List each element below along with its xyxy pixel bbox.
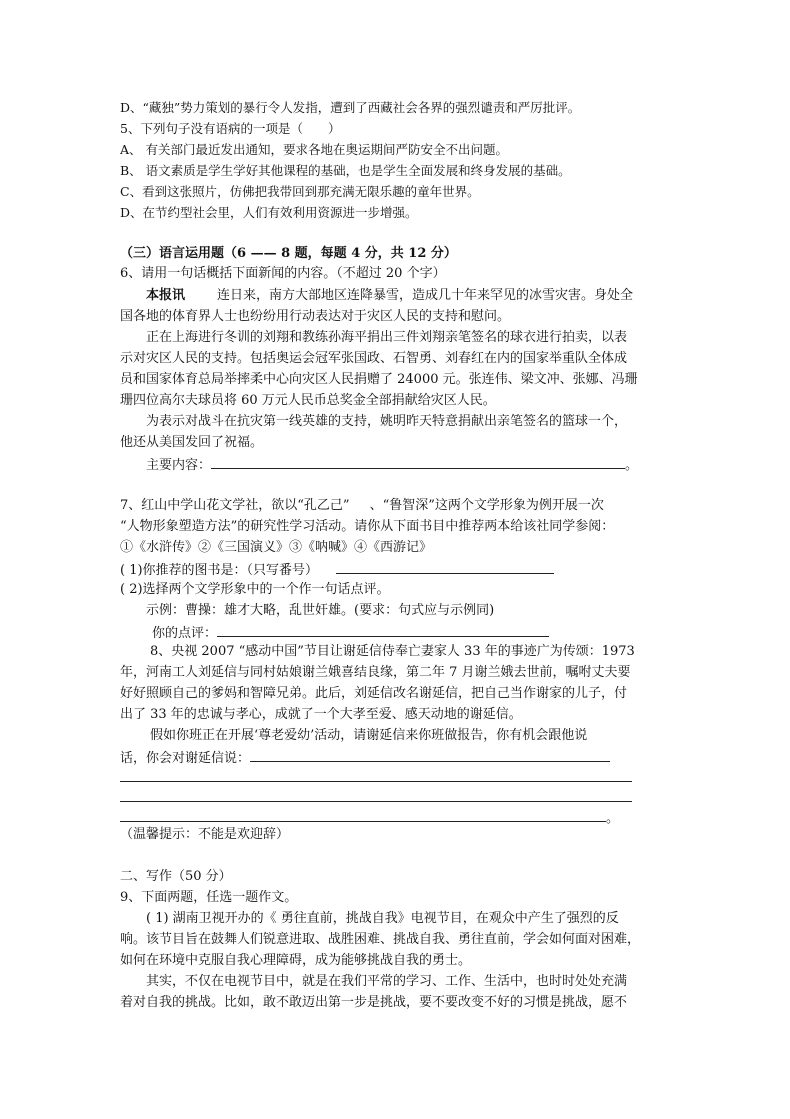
writing-para1-line3: 如何在环境中克服自我心理障碍，成为能够挑战自我的勇士。 xyxy=(120,953,472,968)
q6-answer-blank[interactable] xyxy=(211,454,625,469)
q6-para3-line2: 他还从美国发回了祝福。 xyxy=(120,435,264,450)
writing-para1-line2: 响。该节目旨在鼓舞人们锐意进取、战胜困难、挑战自我、勇往直前，学会如何面对困难， xyxy=(120,932,641,947)
q8-answer-blank-2[interactable] xyxy=(120,781,632,782)
q8-answer-blank-3[interactable] xyxy=(120,801,632,802)
q7-sub1 xyxy=(120,559,554,581)
q7-books: ①《水浒传》②《三国演义》③《呐喊》④《西游记》 xyxy=(120,540,433,555)
q6-answer-label: 主要内容： xyxy=(146,458,212,473)
q8-tip: （温馨提示：不能是欢迎辞） xyxy=(120,827,290,842)
q5-option-b: B、 语文素质是学生学好其他课程的基础，也是学生全面发展和终身发展的基础。 xyxy=(120,163,571,178)
q5-option-c: C、看到这张照片，仿佛把我带回到那充满无限乐趣的童年世界。 xyxy=(120,184,480,199)
q6-p1a: 连日来，南方大部地区连降暴雪，造成几十年来罕见的冰雪灾害。身处全 xyxy=(217,288,634,303)
q6-para1-line2: 国各地的体育界人士也纷纷用行动表达对于灾区人民的支持和慰问。 xyxy=(120,309,511,324)
q5-option-a: A、 有关部门最近发出通知，要求各地在奥运期间严防安全不出问题。 xyxy=(120,142,509,157)
q7-example: 示例：曹操：雄才大略，乱世奸雄。(要求：句式应与示例同) xyxy=(146,603,495,618)
writing-para2-line2: 着对自我的挑战。比如，敢不敢迈出第一步是挑战，要不要改变不好的习惯是挑战，愿不 xyxy=(120,995,628,1010)
q8-answer-blank-1[interactable] xyxy=(250,747,610,762)
writing-para2-line1: 其实，不仅在电视节目中，就是在我们平常的学习、工作、生活中，也时时处处充满 xyxy=(146,974,628,989)
q6-para2-line4: 珊四位高尔夫球员将 60 万元人民币总奖金全部捐献给灾区人民。 xyxy=(120,393,496,408)
q7-line1 xyxy=(120,496,604,516)
q8-end: 。 xyxy=(606,811,620,826)
q7-line2: “人物形象塑造方法”的研究性学习活动。请你从下面书目中推荐两本给该社同学参阅： xyxy=(120,519,615,534)
q6-para2-line3: 员和国家体育总局举摔柔中心向灾区人民捐赠了 24000 元。张连伟、梁文冲、张娜、冯珊 xyxy=(120,372,638,387)
section3-title: （三）语言运用题（6 —— 8 题，每题 4 分，共 12 分） xyxy=(120,246,457,261)
q5-stem: 5、下列句子没有语病的一项是（ ） xyxy=(120,121,341,136)
writing-heading: 二、写作（50 分） xyxy=(120,869,232,884)
q5-option-d: D、在节约型社会里，人们有效利用资源进一步增强。 xyxy=(120,205,418,220)
q7-comment-label: 你的点评： xyxy=(152,626,218,641)
q8-line5: 假如你班正在开展‘尊老爱幼’活动，请谢延信来你班做报告，你有机会跟他说 xyxy=(150,728,588,743)
q8-line1: 8、央视 2007 “感动中国”节目让谢延信侍奉亡妻家人 33 年的事迹广为传颂：1973 xyxy=(150,644,635,659)
writing-q9: 9、下面两题，任选一题作文。 xyxy=(120,890,298,905)
q7-comment-blank[interactable] xyxy=(217,622,549,637)
q7-comment-row xyxy=(152,622,549,644)
q8-line3: 好好照顾自己的爹妈和智障兄弟。此后，刘延信改名谢延信，把自己当作谢家的儿子，付 xyxy=(120,686,628,701)
q7-sub2: ( 2)选择两个文学形象中的一个作一句话点评。 xyxy=(120,582,390,597)
q8-line4: 出了 33 年的忠诚与孝心，成就了一个大孝至爱、感天动地的谢延信。 xyxy=(120,707,522,722)
q6-para1-line1 xyxy=(146,286,633,306)
q6-para3-line1: 为表示对战斗在抗灾第一线英雄的支持，姚明昨天特意捐献出亲笔签名的篮球一个， xyxy=(146,414,628,429)
q8-line6-text: 话，你会对谢延信说： xyxy=(120,751,251,766)
q7-sub1-text: ( 1)你推荐的图书是：（只写番号） xyxy=(120,563,319,578)
q6-para2-line1: 正在上海进行冬训的刘翔和教练孙海平捐出三件刘翔亲笔签名的球衣进行拍卖，以表 xyxy=(146,330,628,345)
q6-answer-row xyxy=(146,454,638,476)
q8-line6 xyxy=(120,747,610,769)
q8-line2: 年，河南工人刘延信与同村姑娘谢兰娥喜结良缘，第二年 7 月谢兰娥去世前，嘱咐丈夫要 xyxy=(120,665,631,680)
q6-stem: 6、请用一句话概括下面新闻的内容。（不超过 20 个字） xyxy=(120,266,446,281)
writing-para1-line1: ( 1) 湖南卫视开办的《 勇往直前，挑战自我》电视节目，在观众中产生了强烈的反 xyxy=(146,911,619,926)
q7-line1b: 、“鲁智深”这两个文学形象为例开展一次 xyxy=(369,498,604,513)
q7-book-blank[interactable] xyxy=(336,559,554,574)
news-label: 本报讯 xyxy=(146,288,186,303)
q6-answer-end: 。 xyxy=(625,458,639,473)
q8-answer-blank-4[interactable] xyxy=(120,807,606,822)
q6-para2-line2: 示对灾区人民的支持。包括奥运会冠军张国政、石智勇、刘春红在内的国家举重队全体成 xyxy=(120,351,628,366)
q7-line1a: 7、红山中学山花文学社，欲以“孔乙己” xyxy=(120,498,350,513)
q4-option-d: D、“藏独”势力策划的暴行令人发指，遭到了西藏社会各界的强烈谴责和严厉批评。 xyxy=(120,100,581,115)
